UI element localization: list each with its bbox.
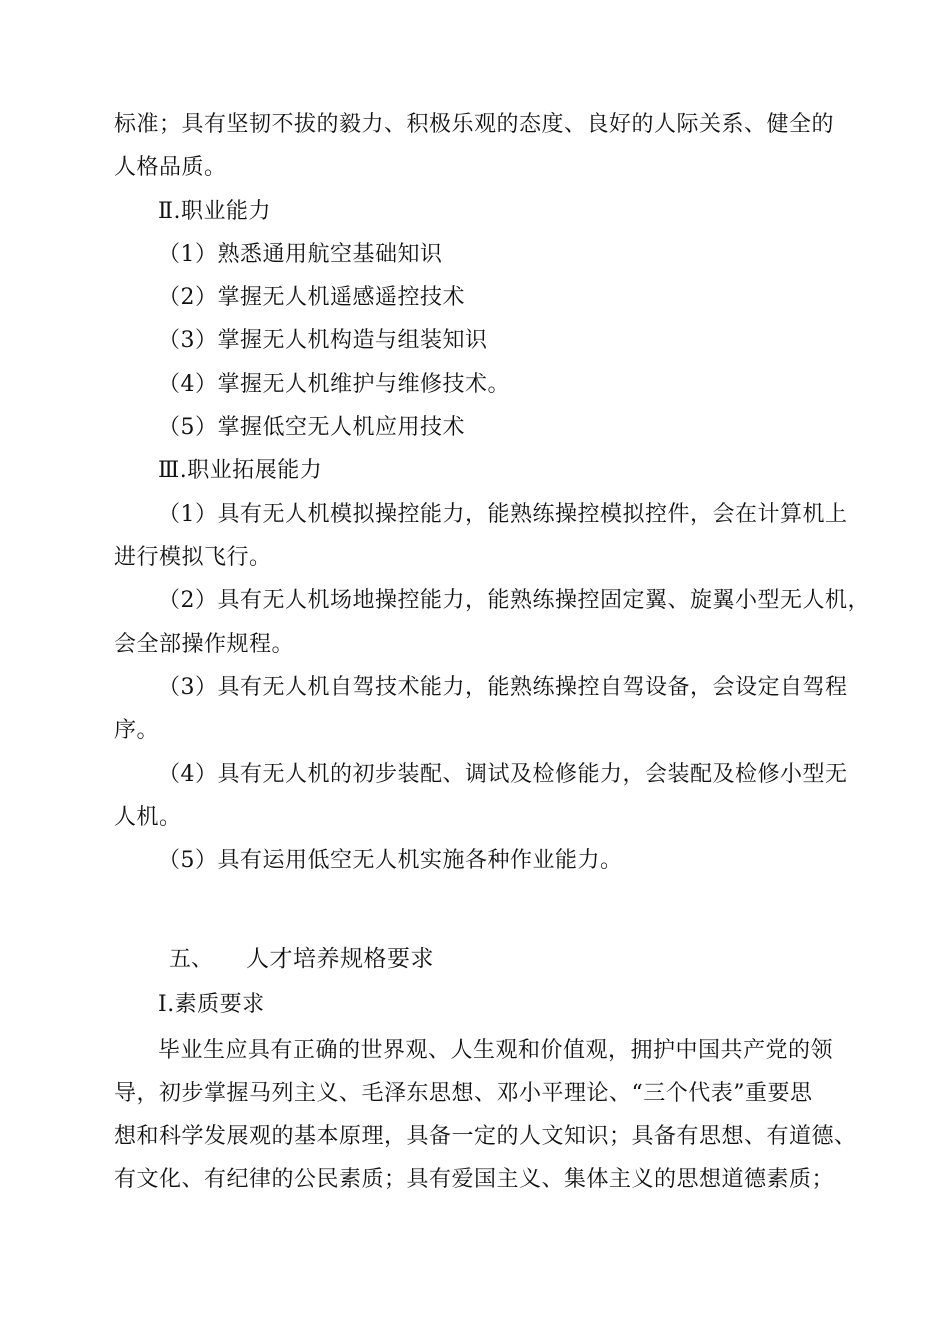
body-line: 导，初步掌握马列主义、毛泽东思想、邓小平理论、“三个代表”重要思 bbox=[114, 1081, 813, 1106]
body-line: 标准；具有坚韧不拔的毅力、积极乐观的态度、良好的人际关系、健全的 bbox=[114, 112, 835, 137]
subheading-career-extension: Ⅲ.职业拓展能力 bbox=[158, 458, 323, 483]
list-item: （4）掌握无人机维护与维修技术。 bbox=[158, 372, 510, 397]
list-item: （3）具有无人机自驾技术能力，能熟练操控自驾设备，会设定自驾程 bbox=[158, 675, 848, 700]
body-line: 会全部操作规程。 bbox=[114, 632, 295, 657]
body-line: 有文化、有纪律的公民素质；具有爱国主义、集体主义的思想道德素质； bbox=[114, 1167, 835, 1192]
body-line: 序。 bbox=[114, 718, 160, 743]
body-line: 想和科学发展观的基本原理，具备一定的人文知识；具备有思想、有道德、 bbox=[114, 1124, 857, 1149]
body-line: 进行模拟飞行。 bbox=[114, 545, 272, 570]
list-item: （2）具有无人机场地操控能力，能熟练操控固定翼、旋翼小型无人机， bbox=[158, 588, 870, 613]
list-item: （2）掌握无人机遥感遥控技术 bbox=[158, 285, 465, 310]
list-item: （5）掌握低空无人机应用技术 bbox=[158, 415, 465, 440]
subheading-quality-requirements: Ⅰ.素质要求 bbox=[158, 992, 265, 1017]
body-line: 人格品质。 bbox=[114, 155, 227, 180]
subheading-career-ability: Ⅱ.职业能力 bbox=[158, 199, 271, 224]
body-line: 毕业生应具有正确的世界观、人生观和价值观，拥护中国共产党的领 bbox=[158, 1038, 834, 1063]
section-number: 五、 bbox=[169, 947, 214, 972]
list-item: （4）具有无人机的初步装配、调试及检修能力，会装配及检修小型无 bbox=[158, 762, 848, 787]
list-item: （1）熟悉通用航空基础知识 bbox=[158, 242, 443, 267]
list-item: （3）掌握无人机构造与组装知识 bbox=[158, 328, 488, 353]
list-item: （1）具有无人机模拟操控能力，能熟练操控模拟控件，会在计算机上 bbox=[158, 502, 848, 527]
body-line: 人机。 bbox=[114, 805, 182, 830]
list-item: （5）具有运用低空无人机实施各种作业能力。 bbox=[158, 848, 623, 873]
section-title: 人才培养规格要求 bbox=[246, 946, 434, 972]
